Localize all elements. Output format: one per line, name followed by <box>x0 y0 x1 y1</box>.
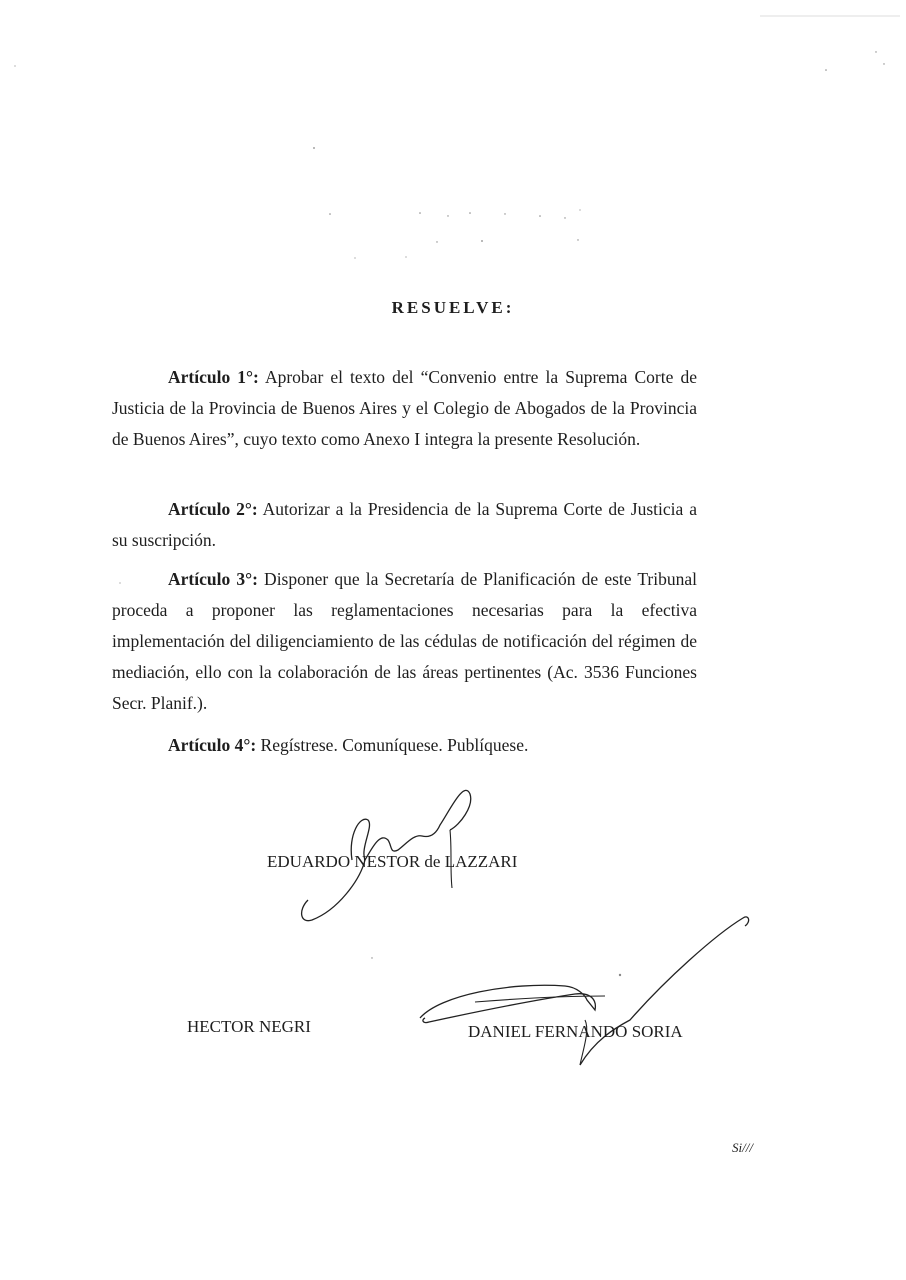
page-continuation-mark: Si/// <box>732 1140 753 1155</box>
article-1 <box>112 362 697 455</box>
resolution-heading: RESUELVE: <box>391 298 515 317</box>
article-1-text: Aprobar el texto del “Convenio entre la Suprema Corte de Justicia de la Provincia de Buenos Aires y el Colegio de Abogados de la Provincia de Buenos Aires”, cuyo texto como Anexo I integra la presente Resolución. <box>112 367 697 449</box>
signatory-de-lazzari: EDUARDO NESTOR de LAZZARI <box>267 852 518 871</box>
signatory-negri: HECTOR NEGRI <box>187 1017 311 1036</box>
article-3 <box>112 564 697 719</box>
article-2-text: Autorizar a la Presidencia de la Suprema Corte de Justicia a su suscripción. <box>112 499 697 550</box>
article-1-label: Artículo 1°: <box>168 367 259 387</box>
article-4-label: Artículo 4°: <box>168 735 257 755</box>
article-2-label: Artículo 2°: <box>168 499 258 519</box>
article-3-text: Disponer que la Secretaría de Planificación de este Tribunal proceda a proponer las reglamentaciones necesarias para la efectiva implementación del diligenciamiento de las cédulas de notificación del régimen de mediación, ello con la colaboración de las áreas pertinentes (Ac. 3536 Funciones Secr. Planif.). <box>112 569 697 713</box>
article-3-label: Artículo 3°: <box>168 569 258 589</box>
signatory-soria: DANIEL FERNANDO SORIA <box>468 1022 683 1041</box>
article-4-text: Regístrese. Comuníquese. Publíquese. <box>256 735 529 755</box>
signature-soria <box>415 900 760 1075</box>
article-4 <box>112 730 697 761</box>
article-2 <box>112 494 697 556</box>
